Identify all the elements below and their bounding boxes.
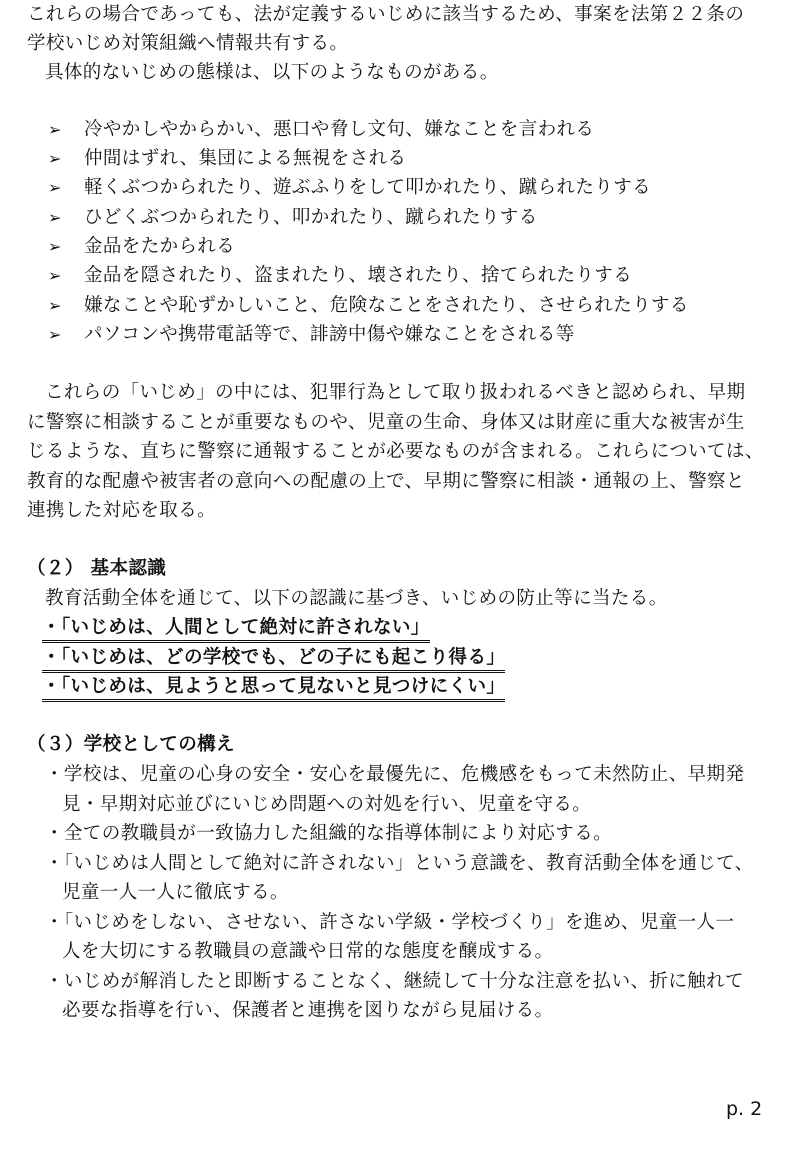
list-item-text: 軽くぶつかられたり、遊ぶふりをして叩かれたり、蹴られたりする (84, 177, 652, 198)
intro-line: 学校いじめ対策組織へ情報共有する。 (27, 33, 349, 54)
list-item-text: 仲間はずれ、集団による無視をされる (84, 148, 407, 169)
paragraph-line: じるような、直ちに警察に通報することが必要なものが含まれる。これらについては、 (27, 441, 764, 462)
list-item-continuation: 必要な指導を行い、保護者と連携を図りながら見届ける。 (62, 1000, 554, 1021)
arrow-bullet-icon: ➢ (48, 149, 62, 168)
list-item: ・全ての教職員が一致協力した組織的な指導体制により対応する。 (45, 823, 613, 844)
list-item-text: 嫌なことや恥ずかしいこと、危険なことをされたり、させられたりする (84, 295, 689, 316)
list-item: ・いじめが解消したと即断することなく、継続して十分な注意を払い、折に触れて (45, 971, 744, 992)
list-item (48, 177, 651, 199)
paragraph-line: これらの「いじめ」の中には、犯罪行為として取り扱われるべきと認められ、早期 (45, 382, 746, 403)
list-item-continuation: 見・早期対応並びにいじめ問題への対処を行い、児童を守る。 (62, 794, 592, 815)
list-item-text: ひどくぶつかられたり、叩かれたり、蹴られたりする (84, 207, 538, 228)
section-intro: 教育活動全体を通じて、以下の認識に基づき、いじめの防止等に当たる。 (45, 588, 668, 609)
list-item: ・「いじめをしない、させない、許さない学級・学校づくり」を進め、児童一人一 (45, 912, 735, 933)
list-item (48, 119, 594, 141)
arrow-bullet-icon: ➢ (48, 266, 62, 285)
paragraph-line: 教育的な配慮や被害者の意向への配慮の上で、早期に警察に相談・通報の上、警察と (27, 471, 745, 492)
list-item (48, 324, 575, 346)
section-heading: （２） 基本認識 (27, 558, 167, 579)
arrow-bullet-icon: ➢ (48, 325, 62, 344)
list-item-continuation: 児童一人一人に徹底する。 (62, 882, 289, 903)
list-item (48, 148, 406, 170)
list-item-text: 金品をたかられる (84, 236, 236, 257)
list-item: ・「いじめは人間として絶対に許されない」という意識を、教育活動全体を通じて、 (45, 853, 754, 874)
paragraph-line: に警察に相談することが重要なものや、児童の生命、身体又は財産に重大な被害が生 (27, 412, 745, 433)
list-item (48, 295, 689, 317)
arrow-bullet-icon: ➢ (48, 237, 62, 256)
list-item (48, 265, 632, 287)
intro-line: これらの場合であっても、法が定義するいじめに該当するため、事案を法第２２条の (27, 4, 745, 25)
list-item-continuation: 人を大切にする教職員の意識や日常的な態度を醸成する。 (62, 941, 554, 962)
list-item (48, 207, 538, 229)
list-item-text: パソコンや携帯電話等で、誹謗中傷や嫌なことをされる等 (84, 324, 575, 345)
paragraph-line: 連携した対応を取る。 (27, 500, 217, 521)
list-item-text: 冷やかしやからかい、悪口や脅し文句、嫌なことを言われる (84, 119, 595, 140)
list-item (48, 236, 235, 258)
section-heading: （３）学校としての構え (27, 734, 235, 755)
recognition-item: ・「いじめは、人間として絶対に許されない」 (42, 617, 430, 643)
list-item-text: 金品を隠されたり、盗まれたり、壊されたり、捨てられたりする (84, 265, 633, 286)
list-item: ・学校は、児童の心身の安全・安心を最優先に、危機感をもって未然防止、早期発 (45, 764, 745, 785)
recognition-item: ・「いじめは、見ようと思って見ないと見つけにくい」 (42, 676, 505, 702)
arrow-bullet-icon: ➢ (48, 296, 62, 315)
arrow-bullet-icon: ➢ (48, 178, 62, 197)
intro-line: 具体的ないじめの態様は、以下のようなものがある。 (45, 62, 499, 83)
page-number: p. 2 (726, 1098, 763, 1120)
recognition-item: ・「いじめは、どの学校でも、どの子にも起こり得る」 (42, 647, 505, 673)
arrow-bullet-icon: ➢ (48, 120, 62, 139)
arrow-bullet-icon: ➢ (48, 208, 62, 227)
